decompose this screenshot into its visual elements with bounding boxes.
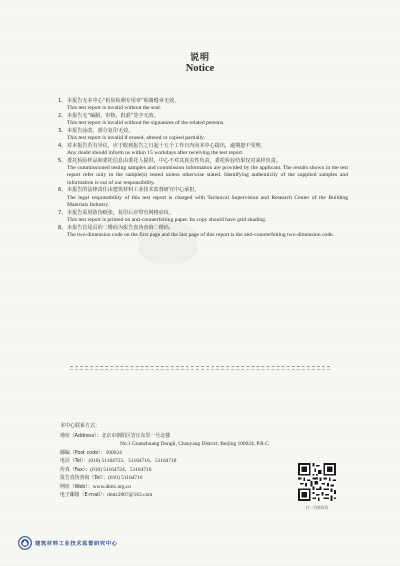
notice-item [58,113,348,127]
notice-text-en: This test report is invalid without the seal. [67,105,162,112]
notice-text-cn: 本报告首尾页的二维码为报告真伪查询二维码。 [67,224,174,231]
email-link[interactable]: dmtc2007@163.com [107,492,153,498]
post-value: 100024 [105,449,122,456]
email-label: 电子邮箱（E-mail）： [60,492,108,498]
web-link[interactable]: www.dmtc.org.cn [92,483,131,490]
query-label: 报告真伪查询（Tel）： [60,475,109,481]
notice-list [58,98,348,240]
notice-number: 1、 [58,98,67,104]
query-value: (010) 51164716 [108,475,143,481]
qr-caption: 扫一扫辨真伪 [305,505,329,510]
notice-text-cn: 本报告的法律责任由建筑材料工业技术监督研究中心承担。 [67,187,200,194]
notice-item [58,128,348,142]
address-en: No.1 Guanzhuang Dongli, Chaoyang District, Beijing 100024, P.R.C [120,441,269,447]
address-label: 地址（Address）： [60,432,102,439]
notice-number: 3、 [58,128,67,134]
page-title-cn: 说明 [189,53,210,63]
notice-text-en: The commissioned testing samples and commission information are provided by the applicant. The results shown in the test report refer only to the sample(s) tested unless otherwise stated. Identifying authenticity of the supplied samples and information is out of our responsibility. [67,165,348,186]
notice-item [58,210,348,224]
notice-number: 2、 [58,113,67,119]
page-title-en: Notice [185,63,215,74]
tel-value: (010) 51164723、51164716、51164718 [88,458,177,464]
notice-text-en: This test report is printed on anti-counterfeiting paper. Its copy should have grid shading. [67,216,267,223]
divider-line [70,369,330,370]
contact-block [60,422,330,500]
notice-text-en: The legal responsibility of this test report is charged with Technical Supervision and Research Center of the Building Materials Industry. [67,194,348,208]
notice-number: 6、 [58,187,67,194]
post-row [60,449,330,458]
tel-row [60,457,330,466]
notice-item [58,158,348,187]
notice-number: 5、 [58,158,67,164]
notice-text-cn: 本报告采用防伪纸张，复印后应带有网格底纹。 [67,209,174,216]
notice-text-cn: 委托检验样品和委托信息由委托人提供，中心不对其真实性负责，委托检验结果仅对来样负责。 [67,158,281,164]
web-label: 网址（Web）： [60,483,93,490]
address-row [60,432,330,441]
web-row [60,483,330,492]
fax-label: 传真（Fax）： [60,466,91,473]
notice-text-en: This test report is invalid without the signatures of the related persons. [67,120,225,127]
tel-label: 电话（Tel）： [60,458,89,464]
org-logo-icon [18,536,32,550]
qr-code-icon[interactable] [298,463,336,501]
notice-item [58,143,348,157]
notice-number: 7、 [58,209,67,216]
notice-item [58,98,348,112]
notice-text-en: The two-dimension code on the first page and the last page of this report is the anti-counterfeiting two-dimension code. [67,231,335,238]
notice-text-cn: 本报告无本中心“检验检测专用章”和骑缝章无效。 [67,98,180,104]
notice-number: 8、 [58,224,67,231]
post-label: 邮编（Post code）： [60,449,106,456]
contact-heading: 本中心联系方式： [60,423,101,429]
notice-item [58,225,348,239]
notice-number: 4、 [58,143,67,149]
email-row [60,491,330,500]
notice-text-en: Any doubt should inform us within 15 workdays after receiving the test report. [67,150,244,157]
query-row [60,474,330,483]
fax-row [60,466,330,475]
address-cn: 北京市朝阳区管庄东里一号北楼 [101,432,170,439]
divider-line [70,366,330,367]
notice-text-en: This test report is invalid if erased, altered or copied partially. [67,135,205,142]
fax-value: (010) 51164724、51164716 [90,466,152,473]
notice-text-cn: 本报告涂改、部分复印无效。 [67,128,134,134]
notice-text-cn: 本报告无“编制、审核、批准”签字无效。 [67,113,159,119]
notice-text-cn: 对本报告若有异议，应于收到报告之日起十五个工作日内向本中心提出，逾期恕不受理。 [67,143,266,149]
footer-org-name: 建筑材料工业技术监督研究中心 [35,541,118,547]
notice-item [58,187,348,209]
